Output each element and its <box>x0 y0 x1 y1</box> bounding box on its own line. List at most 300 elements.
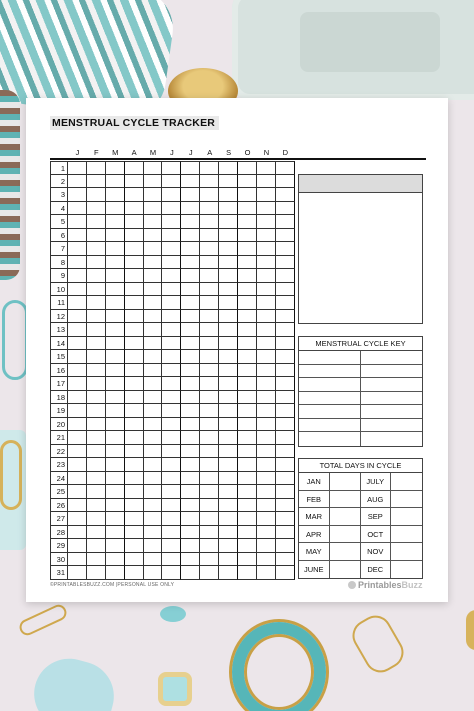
tracker-cell[interactable] <box>87 337 106 351</box>
tracker-cell[interactable] <box>68 472 87 486</box>
tracker-cell[interactable] <box>200 202 219 216</box>
tracker-cell[interactable] <box>144 161 163 175</box>
tracker-cell[interactable] <box>162 175 181 189</box>
tracker-cell[interactable] <box>257 242 276 256</box>
key-cell[interactable] <box>361 405 422 418</box>
tracker-cell[interactable] <box>125 323 144 337</box>
tracker-cell[interactable] <box>162 391 181 405</box>
tracker-cell[interactable] <box>87 485 106 499</box>
tracker-cell[interactable] <box>87 161 106 175</box>
tracker-cell[interactable] <box>219 337 238 351</box>
tracker-cell[interactable] <box>276 269 295 283</box>
tracker-cell[interactable] <box>257 161 276 175</box>
tracker-cell[interactable] <box>181 553 200 567</box>
tracker-cell[interactable] <box>144 499 163 513</box>
tracker-cell[interactable] <box>219 364 238 378</box>
tracker-cell[interactable] <box>144 526 163 540</box>
key-cell[interactable] <box>361 432 422 446</box>
key-cell[interactable] <box>299 351 361 364</box>
tracker-cell[interactable] <box>238 512 257 526</box>
tracker-cell[interactable] <box>125 364 144 378</box>
tracker-cell[interactable] <box>219 283 238 297</box>
tracker-cell[interactable] <box>87 377 106 391</box>
tracker-cell[interactable] <box>144 512 163 526</box>
tracker-cell[interactable] <box>238 499 257 513</box>
tracker-cell[interactable] <box>87 350 106 364</box>
tracker-cell[interactable] <box>162 188 181 202</box>
tracker-cell[interactable] <box>87 229 106 243</box>
tracker-cell[interactable] <box>87 458 106 472</box>
tracker-cell[interactable] <box>181 364 200 378</box>
tracker-cell[interactable] <box>125 431 144 445</box>
tracker-cell[interactable] <box>238 242 257 256</box>
tracker-cell[interactable] <box>106 202 125 216</box>
tracker-cell[interactable] <box>276 242 295 256</box>
tracker-cell[interactable] <box>68 175 87 189</box>
tracker-cell[interactable] <box>200 499 219 513</box>
tracker-cell[interactable] <box>162 323 181 337</box>
tracker-cell[interactable] <box>276 256 295 270</box>
tracker-cell[interactable] <box>257 256 276 270</box>
tracker-cell[interactable] <box>181 431 200 445</box>
tracker-cell[interactable] <box>238 431 257 445</box>
key-cell[interactable] <box>361 351 422 364</box>
tracker-cell[interactable] <box>106 431 125 445</box>
tracker-cell[interactable] <box>219 256 238 270</box>
tracker-cell[interactable] <box>106 418 125 432</box>
tracker-cell[interactable] <box>87 404 106 418</box>
tracker-cell[interactable] <box>87 283 106 297</box>
tracker-cell[interactable] <box>257 188 276 202</box>
tracker-cell[interactable] <box>276 202 295 216</box>
total-days-field[interactable] <box>391 473 422 490</box>
tracker-cell[interactable] <box>162 337 181 351</box>
tracker-cell[interactable] <box>162 512 181 526</box>
tracker-cell[interactable] <box>276 485 295 499</box>
tracker-cell[interactable] <box>87 472 106 486</box>
tracker-cell[interactable] <box>219 350 238 364</box>
tracker-cell[interactable] <box>68 404 87 418</box>
tracker-cell[interactable] <box>125 512 144 526</box>
tracker-cell[interactable] <box>68 202 87 216</box>
tracker-cell[interactable] <box>144 350 163 364</box>
tracker-cell[interactable] <box>219 296 238 310</box>
tracker-cell[interactable] <box>276 337 295 351</box>
tracker-cell[interactable] <box>219 472 238 486</box>
tracker-cell[interactable] <box>200 256 219 270</box>
tracker-cell[interactable] <box>238 310 257 324</box>
tracker-cell[interactable] <box>219 215 238 229</box>
tracker-cell[interactable] <box>219 566 238 580</box>
tracker-cell[interactable] <box>238 215 257 229</box>
tracker-cell[interactable] <box>106 229 125 243</box>
tracker-cell[interactable] <box>144 377 163 391</box>
tracker-cell[interactable] <box>87 296 106 310</box>
tracker-cell[interactable] <box>257 512 276 526</box>
tracker-cell[interactable] <box>68 553 87 567</box>
tracker-cell[interactable] <box>238 377 257 391</box>
tracker-cell[interactable] <box>106 215 125 229</box>
tracker-cell[interactable] <box>162 472 181 486</box>
tracker-cell[interactable] <box>162 431 181 445</box>
tracker-cell[interactable] <box>68 256 87 270</box>
tracker-cell[interactable] <box>87 418 106 432</box>
tracker-cell[interactable] <box>162 485 181 499</box>
tracker-cell[interactable] <box>257 202 276 216</box>
key-cell[interactable] <box>361 392 422 405</box>
tracker-cell[interactable] <box>125 445 144 459</box>
tracker-cell[interactable] <box>125 472 144 486</box>
tracker-cell[interactable] <box>87 323 106 337</box>
tracker-cell[interactable] <box>144 553 163 567</box>
tracker-cell[interactable] <box>200 445 219 459</box>
tracker-cell[interactable] <box>181 256 200 270</box>
tracker-cell[interactable] <box>68 323 87 337</box>
tracker-cell[interactable] <box>238 269 257 283</box>
tracker-cell[interactable] <box>257 404 276 418</box>
tracker-cell[interactable] <box>238 175 257 189</box>
tracker-cell[interactable] <box>219 499 238 513</box>
tracker-cell[interactable] <box>68 512 87 526</box>
tracker-cell[interactable] <box>200 404 219 418</box>
tracker-cell[interactable] <box>106 283 125 297</box>
tracker-cell[interactable] <box>106 188 125 202</box>
tracker-cell[interactable] <box>219 458 238 472</box>
tracker-cell[interactable] <box>200 512 219 526</box>
tracker-cell[interactable] <box>276 296 295 310</box>
tracker-cell[interactable] <box>162 499 181 513</box>
tracker-cell[interactable] <box>257 391 276 405</box>
tracker-cell[interactable] <box>68 350 87 364</box>
tracker-cell[interactable] <box>68 161 87 175</box>
tracker-cell[interactable] <box>257 526 276 540</box>
tracker-cell[interactable] <box>106 337 125 351</box>
tracker-cell[interactable] <box>181 445 200 459</box>
tracker-cell[interactable] <box>276 188 295 202</box>
tracker-cell[interactable] <box>181 391 200 405</box>
tracker-cell[interactable] <box>162 377 181 391</box>
tracker-cell[interactable] <box>181 323 200 337</box>
tracker-cell[interactable] <box>181 175 200 189</box>
tracker-cell[interactable] <box>276 215 295 229</box>
tracker-cell[interactable] <box>200 431 219 445</box>
tracker-cell[interactable] <box>87 215 106 229</box>
tracker-cell[interactable] <box>87 445 106 459</box>
tracker-cell[interactable] <box>200 337 219 351</box>
tracker-cell[interactable] <box>238 391 257 405</box>
key-cell[interactable] <box>299 378 361 391</box>
tracker-cell[interactable] <box>106 458 125 472</box>
tracker-cell[interactable] <box>162 553 181 567</box>
tracker-cell[interactable] <box>125 337 144 351</box>
tracker-cell[interactable] <box>257 269 276 283</box>
tracker-cell[interactable] <box>144 458 163 472</box>
tracker-cell[interactable] <box>162 202 181 216</box>
tracker-cell[interactable] <box>162 269 181 283</box>
tracker-cell[interactable] <box>87 188 106 202</box>
tracker-cell[interactable] <box>125 566 144 580</box>
tracker-cell[interactable] <box>106 242 125 256</box>
total-days-field[interactable] <box>391 526 422 543</box>
key-cell[interactable] <box>299 405 361 418</box>
tracker-cell[interactable] <box>125 256 144 270</box>
tracker-cell[interactable] <box>200 364 219 378</box>
tracker-cell[interactable] <box>68 499 87 513</box>
tracker-cell[interactable] <box>144 337 163 351</box>
key-cell[interactable] <box>299 392 361 405</box>
tracker-cell[interactable] <box>87 512 106 526</box>
tracker-cell[interactable] <box>257 283 276 297</box>
tracker-cell[interactable] <box>106 269 125 283</box>
tracker-cell[interactable] <box>219 418 238 432</box>
tracker-cell[interactable] <box>219 404 238 418</box>
tracker-cell[interactable] <box>238 161 257 175</box>
tracker-cell[interactable] <box>144 364 163 378</box>
tracker-cell[interactable] <box>257 539 276 553</box>
tracker-cell[interactable] <box>87 269 106 283</box>
tracker-cell[interactable] <box>181 242 200 256</box>
tracker-cell[interactable] <box>238 296 257 310</box>
tracker-cell[interactable] <box>276 526 295 540</box>
tracker-cell[interactable] <box>181 296 200 310</box>
tracker-cell[interactable] <box>106 377 125 391</box>
tracker-cell[interactable] <box>162 418 181 432</box>
tracker-cell[interactable] <box>106 323 125 337</box>
tracker-cell[interactable] <box>257 364 276 378</box>
tracker-cell[interactable] <box>125 269 144 283</box>
tracker-cell[interactable] <box>144 202 163 216</box>
tracker-cell[interactable] <box>200 377 219 391</box>
tracker-cell[interactable] <box>68 229 87 243</box>
tracker-cell[interactable] <box>276 499 295 513</box>
tracker-cell[interactable] <box>219 202 238 216</box>
tracker-cell[interactable] <box>125 283 144 297</box>
tracker-cell[interactable] <box>276 283 295 297</box>
tracker-cell[interactable] <box>162 539 181 553</box>
tracker-cell[interactable] <box>276 472 295 486</box>
tracker-cell[interactable] <box>257 296 276 310</box>
tracker-cell[interactable] <box>162 242 181 256</box>
tracker-cell[interactable] <box>238 323 257 337</box>
tracker-cell[interactable] <box>162 404 181 418</box>
tracker-cell[interactable] <box>238 364 257 378</box>
tracker-cell[interactable] <box>181 283 200 297</box>
tracker-cell[interactable] <box>144 391 163 405</box>
tracker-cell[interactable] <box>200 526 219 540</box>
tracker-cell[interactable] <box>219 229 238 243</box>
tracker-cell[interactable] <box>200 472 219 486</box>
tracker-cell[interactable] <box>257 458 276 472</box>
tracker-cell[interactable] <box>68 269 87 283</box>
tracker-cell[interactable] <box>238 539 257 553</box>
tracker-cell[interactable] <box>144 229 163 243</box>
tracker-cell[interactable] <box>238 553 257 567</box>
tracker-cell[interactable] <box>200 161 219 175</box>
tracker-cell[interactable] <box>200 391 219 405</box>
tracker-cell[interactable] <box>200 418 219 432</box>
tracker-cell[interactable] <box>276 445 295 459</box>
tracker-cell[interactable] <box>106 485 125 499</box>
tracker-cell[interactable] <box>144 296 163 310</box>
tracker-cell[interactable] <box>106 512 125 526</box>
tracker-cell[interactable] <box>87 364 106 378</box>
tracker-cell[interactable] <box>257 310 276 324</box>
total-days-field[interactable] <box>330 543 361 560</box>
tracker-cell[interactable] <box>106 404 125 418</box>
tracker-cell[interactable] <box>181 499 200 513</box>
tracker-cell[interactable] <box>276 350 295 364</box>
key-cell[interactable] <box>361 419 422 432</box>
tracker-cell[interactable] <box>219 512 238 526</box>
tracker-cell[interactable] <box>200 296 219 310</box>
tracker-cell[interactable] <box>125 296 144 310</box>
tracker-cell[interactable] <box>68 391 87 405</box>
tracker-cell[interactable] <box>162 310 181 324</box>
tracker-cell[interactable] <box>200 188 219 202</box>
tracker-cell[interactable] <box>144 404 163 418</box>
tracker-cell[interactable] <box>238 337 257 351</box>
tracker-cell[interactable] <box>276 175 295 189</box>
tracker-cell[interactable] <box>125 526 144 540</box>
tracker-cell[interactable] <box>181 377 200 391</box>
tracker-cell[interactable] <box>257 472 276 486</box>
tracker-cell[interactable] <box>144 256 163 270</box>
tracker-cell[interactable] <box>238 458 257 472</box>
tracker-cell[interactable] <box>200 566 219 580</box>
key-cell[interactable] <box>299 365 361 378</box>
tracker-cell[interactable] <box>106 296 125 310</box>
tracker-cell[interactable] <box>257 229 276 243</box>
tracker-cell[interactable] <box>162 229 181 243</box>
total-days-field[interactable] <box>330 561 361 579</box>
tracker-cell[interactable] <box>238 229 257 243</box>
tracker-cell[interactable] <box>106 161 125 175</box>
tracker-cell[interactable] <box>68 526 87 540</box>
tracker-cell[interactable] <box>257 350 276 364</box>
tracker-cell[interactable] <box>181 404 200 418</box>
tracker-cell[interactable] <box>144 418 163 432</box>
key-cell[interactable] <box>299 432 361 446</box>
tracker-cell[interactable] <box>106 175 125 189</box>
tracker-cell[interactable] <box>200 269 219 283</box>
tracker-cell[interactable] <box>125 458 144 472</box>
tracker-cell[interactable] <box>181 229 200 243</box>
tracker-cell[interactable] <box>238 445 257 459</box>
tracker-cell[interactable] <box>257 323 276 337</box>
tracker-cell[interactable] <box>276 161 295 175</box>
tracker-cell[interactable] <box>125 539 144 553</box>
tracker-cell[interactable] <box>200 458 219 472</box>
tracker-cell[interactable] <box>106 566 125 580</box>
tracker-cell[interactable] <box>257 418 276 432</box>
tracker-cell[interactable] <box>238 526 257 540</box>
total-days-field[interactable] <box>330 473 361 490</box>
tracker-cell[interactable] <box>181 337 200 351</box>
tracker-cell[interactable] <box>219 526 238 540</box>
key-cell[interactable] <box>361 378 422 391</box>
tracker-cell[interactable] <box>125 350 144 364</box>
tracker-cell[interactable] <box>181 188 200 202</box>
total-days-field[interactable] <box>330 508 361 525</box>
tracker-cell[interactable] <box>219 377 238 391</box>
tracker-cell[interactable] <box>257 445 276 459</box>
tracker-cell[interactable] <box>144 175 163 189</box>
tracker-cell[interactable] <box>162 161 181 175</box>
key-cell[interactable] <box>361 365 422 378</box>
tracker-cell[interactable] <box>219 188 238 202</box>
tracker-cell[interactable] <box>257 566 276 580</box>
tracker-cell[interactable] <box>68 296 87 310</box>
tracker-cell[interactable] <box>125 242 144 256</box>
tracker-cell[interactable] <box>181 269 200 283</box>
tracker-cell[interactable] <box>200 485 219 499</box>
tracker-cell[interactable] <box>87 310 106 324</box>
tracker-cell[interactable] <box>181 539 200 553</box>
tracker-cell[interactable] <box>125 377 144 391</box>
tracker-cell[interactable] <box>87 566 106 580</box>
tracker-cell[interactable] <box>162 283 181 297</box>
tracker-cell[interactable] <box>238 404 257 418</box>
tracker-cell[interactable] <box>144 472 163 486</box>
tracker-cell[interactable] <box>106 256 125 270</box>
tracker-cell[interactable] <box>68 242 87 256</box>
tracker-cell[interactable] <box>219 242 238 256</box>
tracker-cell[interactable] <box>68 337 87 351</box>
tracker-cell[interactable] <box>219 553 238 567</box>
tracker-cell[interactable] <box>68 310 87 324</box>
tracker-cell[interactable] <box>181 202 200 216</box>
tracker-cell[interactable] <box>276 404 295 418</box>
tracker-cell[interactable] <box>87 526 106 540</box>
tracker-cell[interactable] <box>87 202 106 216</box>
tracker-cell[interactable] <box>276 377 295 391</box>
total-days-field[interactable] <box>391 561 422 579</box>
tracker-cell[interactable] <box>276 431 295 445</box>
tracker-cell[interactable] <box>144 323 163 337</box>
tracker-cell[interactable] <box>276 418 295 432</box>
tracker-cell[interactable] <box>257 553 276 567</box>
tracker-cell[interactable] <box>68 539 87 553</box>
tracker-cell[interactable] <box>68 188 87 202</box>
tracker-cell[interactable] <box>106 364 125 378</box>
tracker-cell[interactable] <box>276 310 295 324</box>
tracker-cell[interactable] <box>125 404 144 418</box>
tracker-cell[interactable] <box>238 485 257 499</box>
tracker-cell[interactable] <box>68 566 87 580</box>
tracker-cell[interactable] <box>276 566 295 580</box>
tracker-cell[interactable] <box>162 215 181 229</box>
tracker-cell[interactable] <box>106 310 125 324</box>
tracker-cell[interactable] <box>219 539 238 553</box>
tracker-cell[interactable] <box>125 418 144 432</box>
tracker-cell[interactable] <box>219 431 238 445</box>
tracker-cell[interactable] <box>276 391 295 405</box>
tracker-cell[interactable] <box>125 229 144 243</box>
key-cell[interactable] <box>299 419 361 432</box>
tracker-cell[interactable] <box>68 377 87 391</box>
tracker-cell[interactable] <box>125 499 144 513</box>
tracker-cell[interactable] <box>144 310 163 324</box>
tracker-cell[interactable] <box>106 445 125 459</box>
tracker-cell[interactable] <box>106 499 125 513</box>
tracker-cell[interactable] <box>68 215 87 229</box>
tracker-cell[interactable] <box>276 364 295 378</box>
tracker-cell[interactable] <box>181 512 200 526</box>
tracker-cell[interactable] <box>68 485 87 499</box>
tracker-cell[interactable] <box>219 269 238 283</box>
tracker-cell[interactable] <box>200 350 219 364</box>
tracker-cell[interactable] <box>181 350 200 364</box>
